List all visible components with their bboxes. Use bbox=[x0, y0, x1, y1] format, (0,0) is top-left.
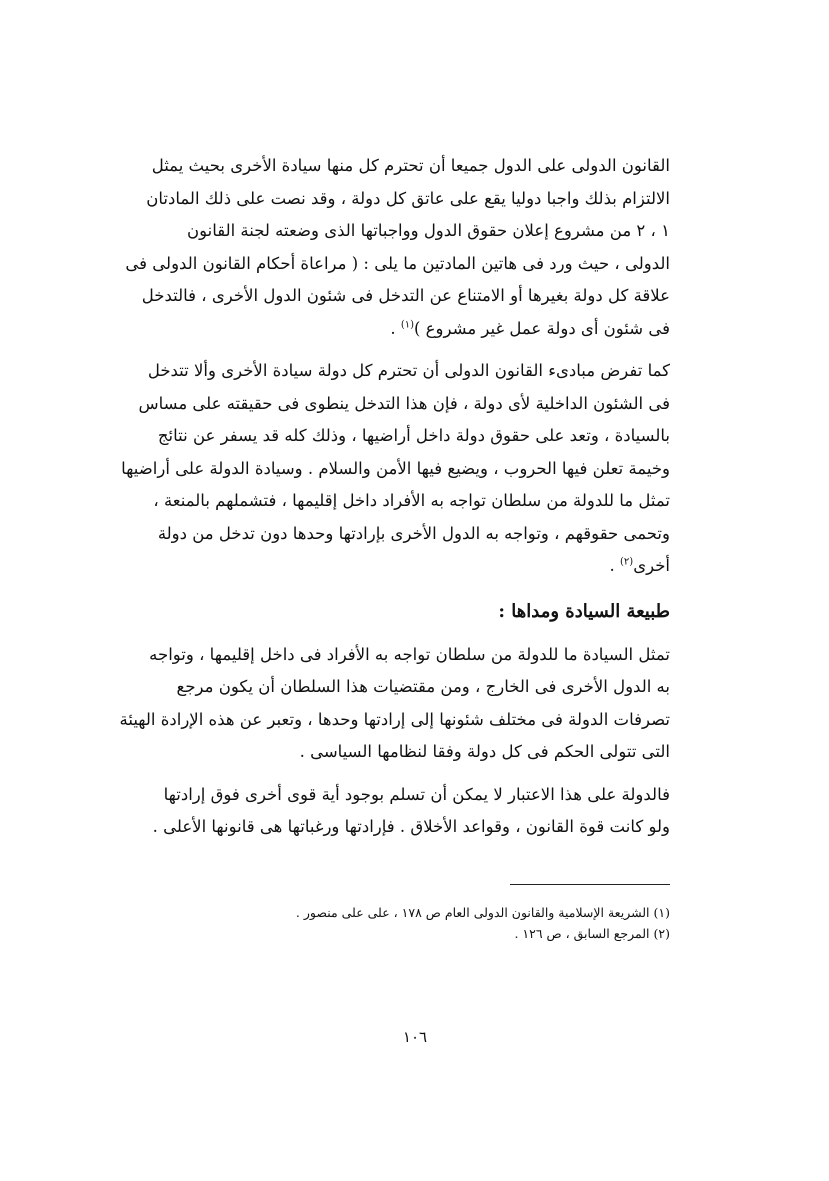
footnote-divider bbox=[510, 884, 670, 885]
text-line: كما تفرض مبادىء القانون الدولى أن تحترم كل دولة سيادة الأخرى وألا تتدخل bbox=[147, 361, 670, 380]
text-line: الالتزام بذلك واجبا دوليا يقع على عاتق كل دولة ، وقد نصت على ذلك المادتان bbox=[146, 188, 670, 208]
punctuation: . bbox=[609, 556, 620, 575]
section-heading: طبيعة السيادة ومداها : bbox=[498, 600, 670, 622]
text-line bbox=[155, 313, 670, 346]
text-line: وخيمة تعلن فيها الحروب ، ويضيع فيها الأمن والسلام . وسيادة الدولة على أراضيها bbox=[121, 458, 670, 478]
footnote-2: (٢) المرجع السابق ، ص ١٢٦ . bbox=[514, 926, 670, 941]
footnote-ref-1[interactable]: (١) bbox=[400, 319, 414, 330]
text-line: ١ ، ٢ من مشروع إعلان حقوق الدول وواجباتها الذى وضعته لجنة القانون bbox=[186, 221, 670, 240]
punctuation: . bbox=[390, 318, 401, 338]
text-line: وتحمى حقوقهم ، وتواجه به الدول الأخرى بإرادتها وحدها دون تدخل من دولة bbox=[157, 523, 670, 543]
page-body bbox=[119, 150, 670, 844]
text-line: القانون الدولى على الدول جميعا أن تحترم كل منها سيادة الأخرى بحيث يمثل bbox=[151, 156, 670, 175]
text-line: ولو كانت قوة القانون ، وقواعد الأخلاق . فإرادتها ورغباتها هى قانونها الأعلى . bbox=[152, 817, 670, 836]
footnote-1: (١) الشريعة الإسلامية والقانون الدولى العام ص ١٧٨ ، على على منصور . bbox=[295, 905, 670, 920]
text-line: تصرفات الدولة فى مختلف شئونها إلى إرادتها وحدها ، وتعبر عن هذه الإرادة الهيئة bbox=[119, 709, 670, 729]
text-line: فالدولة على هذا الاعتبار لا يمكن أن تسلم بوجود أية قوى أخرى فوق إرادتها bbox=[163, 784, 670, 804]
paragraph-4 bbox=[152, 779, 670, 844]
text-line: به الدول الأخرى فى الخارج ، ومن مقتضيات هذا السلطان أن يكون مرجع bbox=[176, 677, 670, 696]
text-line: فى الشئون الداخلية لأى دولة ، فإن هذا التدخل ينطوى فى حقيقته على مساس bbox=[138, 393, 670, 413]
paragraph-3 bbox=[119, 639, 670, 769]
text-line: التى تتولى الحكم فى كل دولة وفقا لنظامها السياسى . bbox=[299, 742, 670, 761]
text-fragment: فى شئون أى دولة عمل غير مشروع ) bbox=[414, 318, 670, 338]
footnotes bbox=[255, 902, 670, 944]
text-fragment: أخرى bbox=[633, 556, 670, 575]
footnote-ref-2[interactable]: (٢) bbox=[620, 556, 634, 568]
paragraph-2 bbox=[121, 355, 670, 583]
text-line bbox=[155, 550, 670, 583]
text-line: علاقة كل دولة بغيرها أو الامتناع عن التدخل فى شئون الدول الأخرى ، فالتدخل bbox=[141, 286, 670, 305]
page-number: ١٠٦ bbox=[402, 1028, 428, 1046]
text-line: تمثل ما للدولة من سلطان تواجه به الأفراد داخل إقليمها ، فتشملهم بالمنعة ، bbox=[153, 491, 670, 510]
paragraph-1 bbox=[125, 150, 670, 345]
text-line: تمثل السيادة ما للدولة من سلطان تواجه به الأفراد فى داخل إقليمها ، وتواجه bbox=[149, 644, 670, 664]
text-line: الدولى ، حيث ورد فى هاتين المادتين ما يلى : ( مراعاة أحكام القانون الدولى فى bbox=[125, 253, 670, 273]
text-line: بالسيادة ، وتعد على حقوق دولة داخل أراضيها ، وذلك كله قد يسفر عن نتائج bbox=[157, 426, 670, 445]
